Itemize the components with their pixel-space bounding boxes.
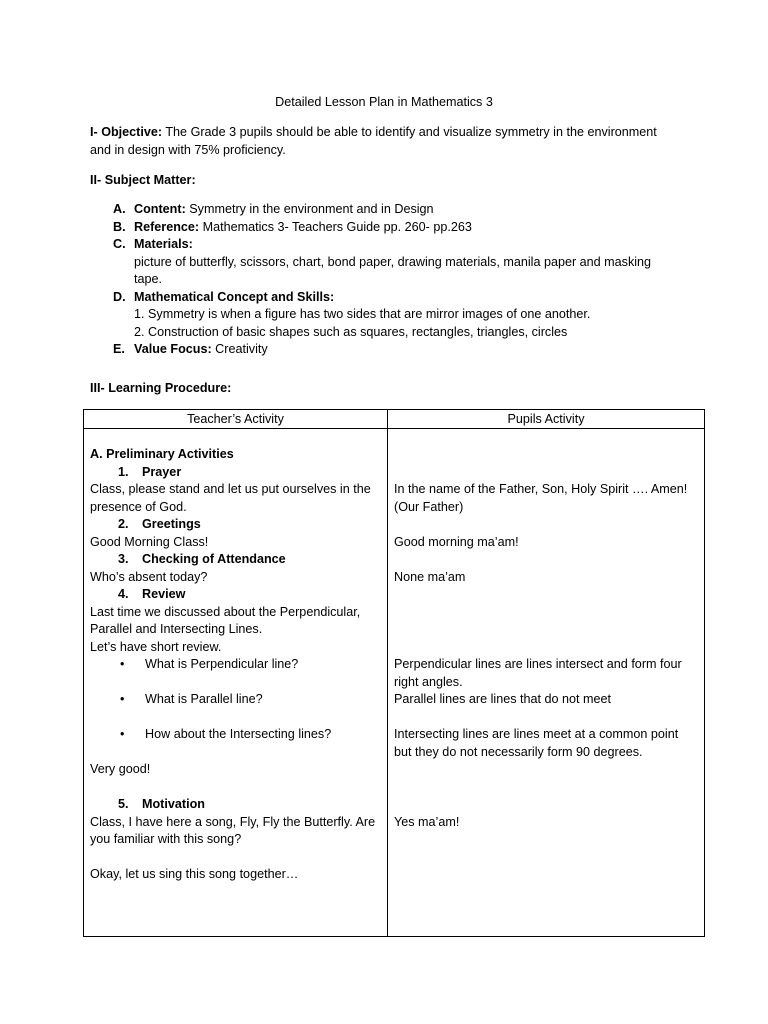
list-item: • What is Parallel line? xyxy=(90,691,381,709)
pupils-activity-cell: In the name of the Father, Son, Holy Spirit …. Amen! (Our Father) Good morning ma’am! None ma’am Perpendicular lines are lines intersect and form four right angles. Parallel lines are lines that do not meet Intersecting lines are lines meet at a common point but they do not necessarily form 90 degrees. Yes ma’am! xyxy=(388,429,705,937)
list-item: A. Content: Symmetry in the environment and in Design xyxy=(113,202,434,216)
teacher-activity-cell: A. Preliminary Activities 1. Prayer Class, please stand and let us put ourselves in the presence of God. 2. Greetings Good Morning Class! 3. Checking of Attendance Who’s absent today? 4. Review Last time we discussed about the Perpendicular, Parallel and Intersecting Lines. Let’s have short review. • What is Perpendicular line? • What is Parallel line? • How about the Intersecting lines? Very good! 5. Motivation Class, I have here a song, Fly, Fly the Butterfly. Are you familiar with this song? Okay, let us sing this song together… xyxy=(84,429,388,937)
learning-procedure-heading: III- Learning Procedure: xyxy=(90,381,232,395)
objective-paragraph xyxy=(90,124,680,159)
bullet-icon: • xyxy=(120,692,125,706)
subject-matter-heading: II- Subject Matter: xyxy=(90,173,196,187)
concept-line: 2. Construction of basic shapes such as squares, rectangles, triangles, circles xyxy=(134,324,568,339)
bullet-icon: • xyxy=(120,727,125,741)
step-heading: 2. Greetings xyxy=(118,517,201,531)
objective-label: I- Objective: xyxy=(90,125,163,139)
table-header-row xyxy=(84,410,705,429)
list-item: C. Materials: picture of butterfly, scissors, chart, bond paper, drawing materials, manila paper and masking tape. xyxy=(90,236,680,289)
list-item: • What is Perpendicular line? xyxy=(90,656,381,674)
list-item: D. Mathematical Concept and Skills: 1. Symmetry is when a figure has two sides that are mirror images of one another. 2. Construction of basic shapes such as squares, rectangles, triangles, circles xyxy=(90,289,680,342)
bullet-icon: • xyxy=(120,657,125,671)
table-row xyxy=(84,429,705,937)
step-heading: 4. Review xyxy=(118,587,186,601)
column-header-teacher: Teacher’s Activity xyxy=(84,410,388,429)
list-item: • How about the Intersecting lines? xyxy=(90,726,381,744)
concept-line: 1. Symmetry is when a figure has two sides that are mirror images of one another. xyxy=(134,307,591,321)
column-header-pupils: Pupils Activity xyxy=(388,410,705,429)
document-title: Detailed Lesson Plan in Mathematics 3 xyxy=(275,95,493,109)
list-item: B. Reference: Mathematics 3- Teachers Guide pp. 260- pp.263 xyxy=(113,219,472,234)
procedure-table xyxy=(83,409,705,937)
step-heading: 3. Checking of Attendance xyxy=(118,552,286,566)
list-item: E. Value Focus: Creativity xyxy=(113,342,268,356)
materials-text: picture of butterfly, scissors, chart, bond paper, drawing materials, manila paper and masking tape. xyxy=(134,254,652,286)
step-heading: 5. Motivation xyxy=(118,797,205,811)
subject-matter-list xyxy=(90,201,680,359)
step-heading: 1. Prayer xyxy=(118,464,182,479)
objective-text: The Grade 3 pupils should be able to identify and visualize symmetry in the environment and in design with 75% proficiency. xyxy=(90,125,657,157)
